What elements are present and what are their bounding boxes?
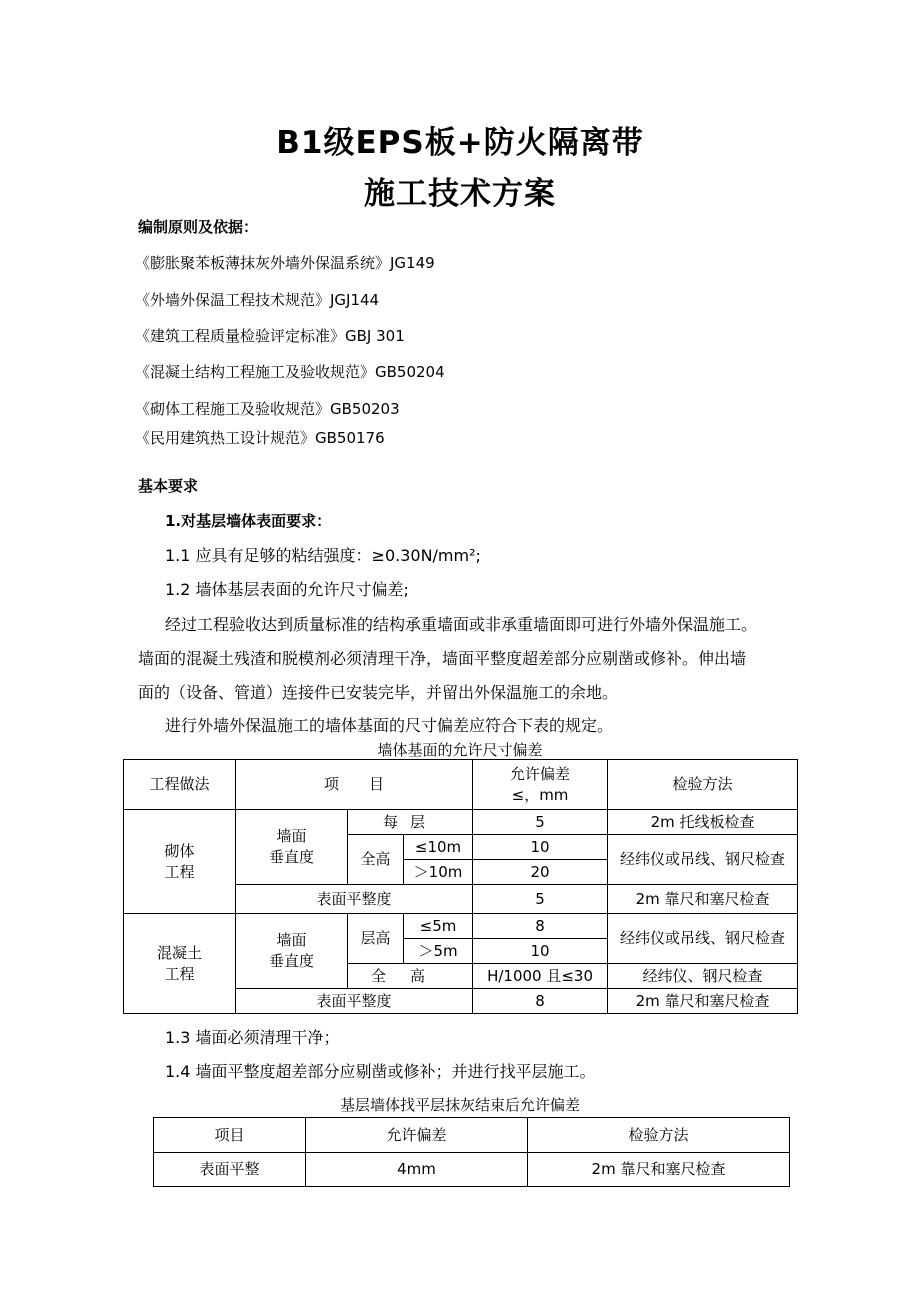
value-cell: 20 xyxy=(473,860,608,885)
item-cell: ≤10m xyxy=(404,835,473,860)
table-cell: 4mm xyxy=(306,1153,528,1187)
subsection-heading: 1.对基层墙体表面要求： xyxy=(165,512,332,530)
item-cell: 每层 xyxy=(348,810,473,835)
table2-caption: 基层墙体找平层抹灰结束后允许偏差 xyxy=(339,1096,580,1114)
paragraph-line: 进行外墙外保温施工的墙体基面的尺寸偏差应符合下表的规定。 xyxy=(165,716,614,735)
basis-heading: 编制原则及依据： xyxy=(138,218,259,236)
item-cell: 墙面 垂直度 xyxy=(236,810,348,885)
method-cell: 2m 托线板检查 xyxy=(608,810,798,835)
method-cell: 2m 靠尺和塞尺检查 xyxy=(608,989,798,1014)
reference-item: 《建筑工程质量检验评定标准》GBJ 301 xyxy=(135,327,405,345)
header-tol-line2: ≤，mm xyxy=(511,785,569,804)
value-cell: 10 xyxy=(473,835,608,860)
item-cell: ＞10m xyxy=(404,860,473,885)
value-cell: 8 xyxy=(473,989,608,1014)
title-line-2: 施工技术方案 xyxy=(364,176,556,212)
header-cell xyxy=(473,760,608,810)
item-cell: 表面平整度 xyxy=(236,885,473,914)
header-cell: 项 目 xyxy=(236,760,473,810)
method-cell: 2m 靠尺和塞尺检查 xyxy=(608,885,798,914)
title-line-1: B1级EPS板+防火隔离带 xyxy=(276,125,644,161)
item-cell: 表面平整度 xyxy=(236,989,473,1014)
leveling-table xyxy=(153,1117,790,1187)
value-cell: 5 xyxy=(473,810,608,835)
method-cell: 经纬仪、钢尺检查 xyxy=(608,964,798,989)
value-cell: 10 xyxy=(473,939,608,964)
item-cell: 全高 xyxy=(348,835,404,885)
reference-item: 《砌体工程施工及验收规范》GB50203 xyxy=(135,400,400,418)
reference-item: 《民用建筑热工设计规范》GB50176 xyxy=(135,429,385,447)
item-cell: 层高 xyxy=(348,914,404,964)
basic-requirements-heading: 基本要求 xyxy=(138,477,199,495)
item-1-2: 1.2 墙体基层表面的允许尺寸偏差; xyxy=(165,580,409,599)
paragraph-line: 面的（设备、管道）连接件已安装完毕，并留出外保温施工的余地。 xyxy=(138,683,619,702)
method-cell: 经纬仪或吊线、钢尺检查 xyxy=(608,835,798,885)
reference-item: 《膨胀聚苯板薄抹灰外墙外保温系统》JG149 xyxy=(135,254,435,272)
tolerance-table xyxy=(123,759,798,1014)
header-cell: 允许偏差 xyxy=(306,1118,528,1153)
value-cell: H/1000 且≤30 xyxy=(473,964,608,989)
item-cell: 墙面 垂直度 xyxy=(236,914,348,989)
header-cell: 检验方法 xyxy=(528,1118,790,1153)
header-cell: 检验方法 xyxy=(608,760,798,810)
item-cell: ＞5m xyxy=(404,939,473,964)
method-cell: 经纬仪或吊线、钢尺检查 xyxy=(608,914,798,964)
reference-item: 《外墙外保温工程技术规范》JGJ144 xyxy=(135,291,380,309)
table-cell: 2m 靠尺和塞尺检查 xyxy=(528,1153,790,1187)
paragraph-line: 墙面的混凝土残渣和脱模剂必须清理干净，墙面平整度超差部分应剔凿或修补。伸出墙 xyxy=(138,649,747,668)
reference-item: 《混凝土结构工程施工及验收规范》GB50204 xyxy=(135,363,445,381)
value-cell: 5 xyxy=(473,885,608,914)
item-1-1: 1.1 应具有足够的粘结强度：≥0.30N/mm²; xyxy=(165,546,481,565)
header-cell: 工程做法 xyxy=(124,760,236,810)
header-tol-line1: 允许偏差 xyxy=(510,764,571,783)
item-1-4: 1.4 墙面平整度超差部分应剔凿或修补；并进行找平层施工。 xyxy=(165,1062,596,1081)
header-cell: 项目 xyxy=(154,1118,306,1153)
category-cell: 砌体 工程 xyxy=(124,810,236,914)
value-cell: 8 xyxy=(473,914,608,939)
paragraph-line: 经过工程验收达到质量标准的结构承重墙面或非承重墙面即可进行外墙外保温施工。 xyxy=(165,615,758,634)
item-cell: ≤5m xyxy=(404,914,473,939)
item-1-3: 1.3 墙面必须清理干净； xyxy=(165,1028,340,1047)
item-cell: 全高 xyxy=(348,964,473,989)
table1-caption: 墙体基面的允许尺寸偏差 xyxy=(377,741,543,759)
table-cell: 表面平整 xyxy=(154,1153,306,1187)
category-cell: 混凝土 工程 xyxy=(124,914,236,1014)
